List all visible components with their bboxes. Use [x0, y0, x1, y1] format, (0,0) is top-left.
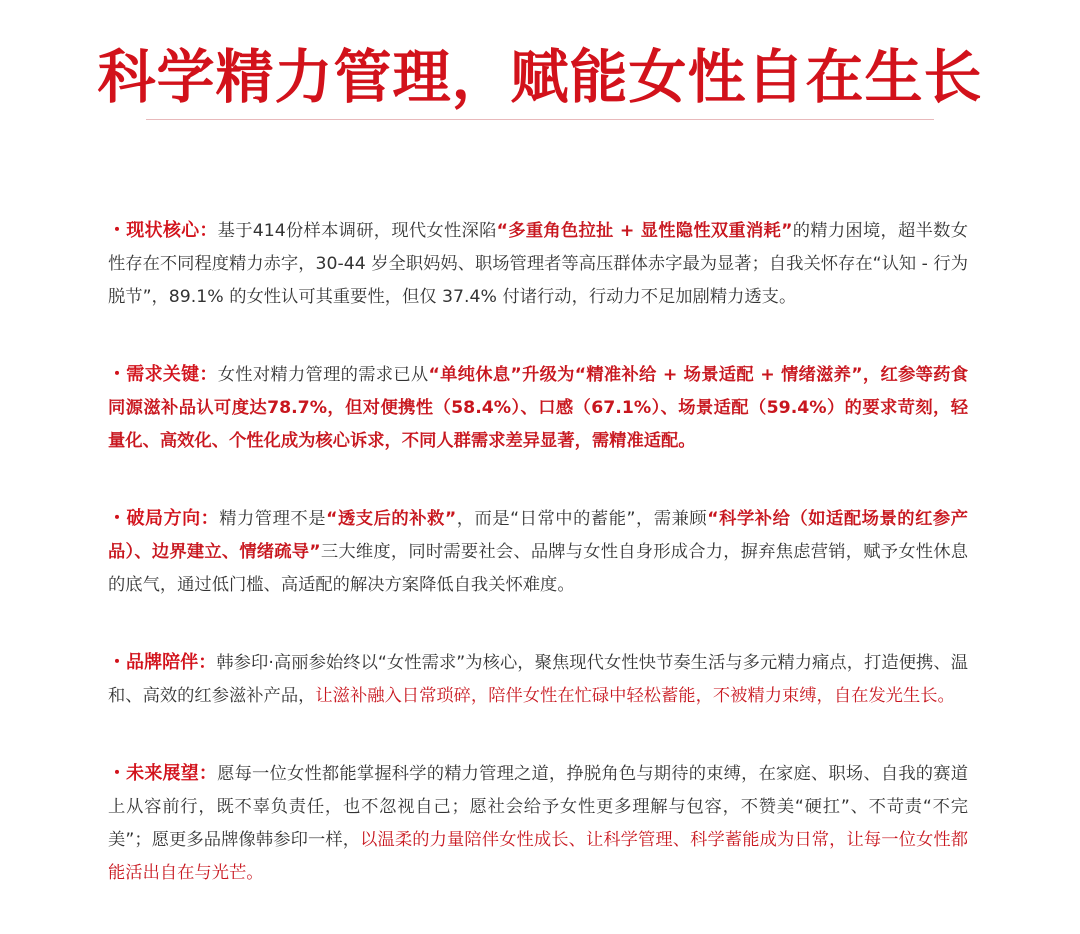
body-text: 韩参印·高丽参始终以“女性需求”为核心，聚焦现代女性快节奏生活与多元精力痛点，打造便携、温和、高效的红参滋补产品，	[108, 653, 969, 706]
section-label: ・品牌陪伴：	[108, 652, 217, 673]
highlight-text: “透支后的补救”	[326, 509, 457, 529]
body-text: 女性对精力管理的需求已从	[217, 365, 429, 385]
highlight-text: 以温柔的力量陪伴女性成长、让科学管理、科学蓄能成为日常，让每一位女性都能活出自在与光芒。	[108, 830, 968, 883]
paragraph-future-outlook	[108, 757, 968, 890]
highlight-text: 让滋补融入日常琐碎，陪伴女性在忙碌中轻松蓄能，不被精力束缚，自在发光生长。	[315, 686, 955, 706]
title-divider	[146, 119, 934, 120]
page-title: 科学精力管理，赋能女性自在生长	[97, 43, 983, 111]
body-text: 基于414份样本调研，现代女性深陷	[217, 221, 497, 241]
section-label: ・现状核心：	[108, 220, 218, 241]
section-label: ・破局方向：	[108, 508, 220, 529]
highlight-text: “多重角色拉扯 + 显性隐性双重消耗”	[496, 221, 793, 241]
paragraph-brand-companion	[108, 646, 968, 713]
paragraph-demand-key	[108, 358, 968, 458]
section-label: ・未来展望：	[108, 763, 218, 784]
section-label: ・需求关键：	[108, 364, 218, 385]
paragraph-status-core	[108, 214, 968, 314]
body-text: ，而是“日常中的蓄能”，需兼顾	[456, 509, 708, 529]
highlight-text: “单纯休息”升级为“精准补给 + 场景适配 + 情绪滋养”，红参等药食同源滋补品认可度达78.7%，但对便携性（58.4%）、口感（67.1%）、场景适配（59.4%）的要求苛刻，轻量化、高效化、个性化成为核心诉求，不同人群需求差异显著，需精准适配。	[108, 365, 968, 451]
body-text: 精力管理不是	[219, 509, 327, 529]
body-text: 三大维度，同时需要社会、品牌与女性自身形成合力，摒弃焦虑营销，赋予女性休息的底气，通过低门槛、高适配的解决方案降低自我关怀难度。	[108, 542, 968, 595]
body-text: 的精力困境，超半数女性存在不同程度精力赤字，30-44 岁全职妈妈、职场管理者等高压群体赤字最为显著；自我关怀存在“认知 - 行为脱节”，89.1% 的女性认可其重要性，但仅 37.4% 付诸行动，行动力不足加剧精力透支。	[108, 221, 968, 307]
body-text: 愿每一位女性都能掌握科学的精力管理之道，挣脱角色与期待的束缚，在家庭、职场、自我的赛道上从容前行，既不辜负责任，也不忽视自己；愿社会给予女性更多理解与包容，不赞美“硬扛”、不苛责“不完美”；愿更多品牌像韩参印一样，	[108, 764, 969, 850]
highlight-text: “科学补给（如适配场景的红参产品）、边界建立、情绪疏导”	[108, 509, 968, 562]
paragraph-breakthrough-direction	[108, 502, 968, 602]
article-body	[108, 214, 968, 934]
